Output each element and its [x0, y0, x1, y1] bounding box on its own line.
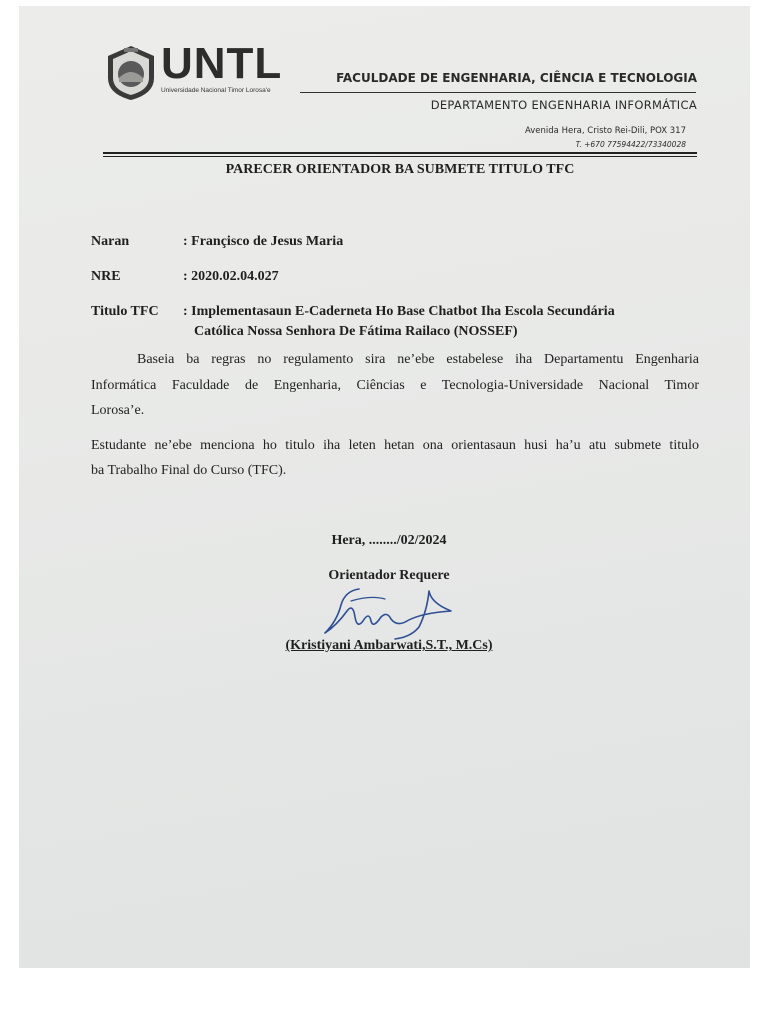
- nre-label: NRE: [91, 269, 121, 284]
- phone-number: T. +670 77594422/73340028: [575, 140, 686, 149]
- titulo-value-line1: : Implementasaun E-Caderneta Ho Base Chatbot Iha Escola Secundária: [183, 304, 615, 319]
- faculty-name: FACULDADE DE ENGENHARIA, CIÊNCIA E TECNOLOGIA: [336, 71, 697, 85]
- logo-wordmark: UNTL: [161, 39, 283, 88]
- paragraph-1-line-2: Informática Faculdade de Engenharia, Ciências e Tecnologia-Universidade Nacional Timor: [91, 378, 699, 393]
- naran-label: Naran: [91, 234, 130, 249]
- letterhead-rule-thick: [103, 152, 697, 154]
- signer-name: (Kristiyani Ambarwati,S.T., M.Cs): [285, 638, 493, 653]
- signer-role: Orientador Requere: [328, 568, 450, 583]
- place-date: Hera, ......../02/2024: [331, 533, 447, 548]
- header-divider: [300, 92, 696, 93]
- paragraph-2-line-2: ba Trabalho Final do Curso (TFC).: [91, 463, 287, 478]
- paragraph-2-line-1: Estudante ne’ebe menciona ho titulo iha leten hetan ona orientasaun husi ha’u atu submete titulo: [91, 438, 699, 453]
- titulo-value-line2: Católica Nossa Senhora De Fátima Railaco (NOSSEF): [194, 324, 518, 339]
- document-title: PARECER ORIENTADOR BA SUBMETE TITULO TFC: [225, 162, 575, 177]
- logo-subtitle: Universidade Nacional Timor Lorosa'e: [161, 87, 271, 94]
- handwritten-signature: [311, 581, 461, 641]
- document-page: [19, 6, 750, 968]
- nre-value: : 2020.02.04.027: [183, 269, 279, 284]
- department-name: DEPARTAMENTO ENGENHARIA INFORMÁTICA: [430, 98, 697, 112]
- address: Avenida Hera, Cristo Rei-Dili, POX 317: [524, 126, 686, 136]
- university-seal-icon: [104, 44, 158, 102]
- paragraph-1-line-3: Lorosa’e.: [91, 403, 145, 418]
- titulo-label: Titulo TFC: [91, 304, 159, 319]
- paragraph-1-line-1: Baseia ba regras no regulamento sira ne’ebe estabelese iha Departamentu Engenharia: [137, 352, 699, 367]
- letterhead-rule-thin: [103, 156, 697, 157]
- naran-value: : Françisco de Jesus Maria: [183, 234, 344, 249]
